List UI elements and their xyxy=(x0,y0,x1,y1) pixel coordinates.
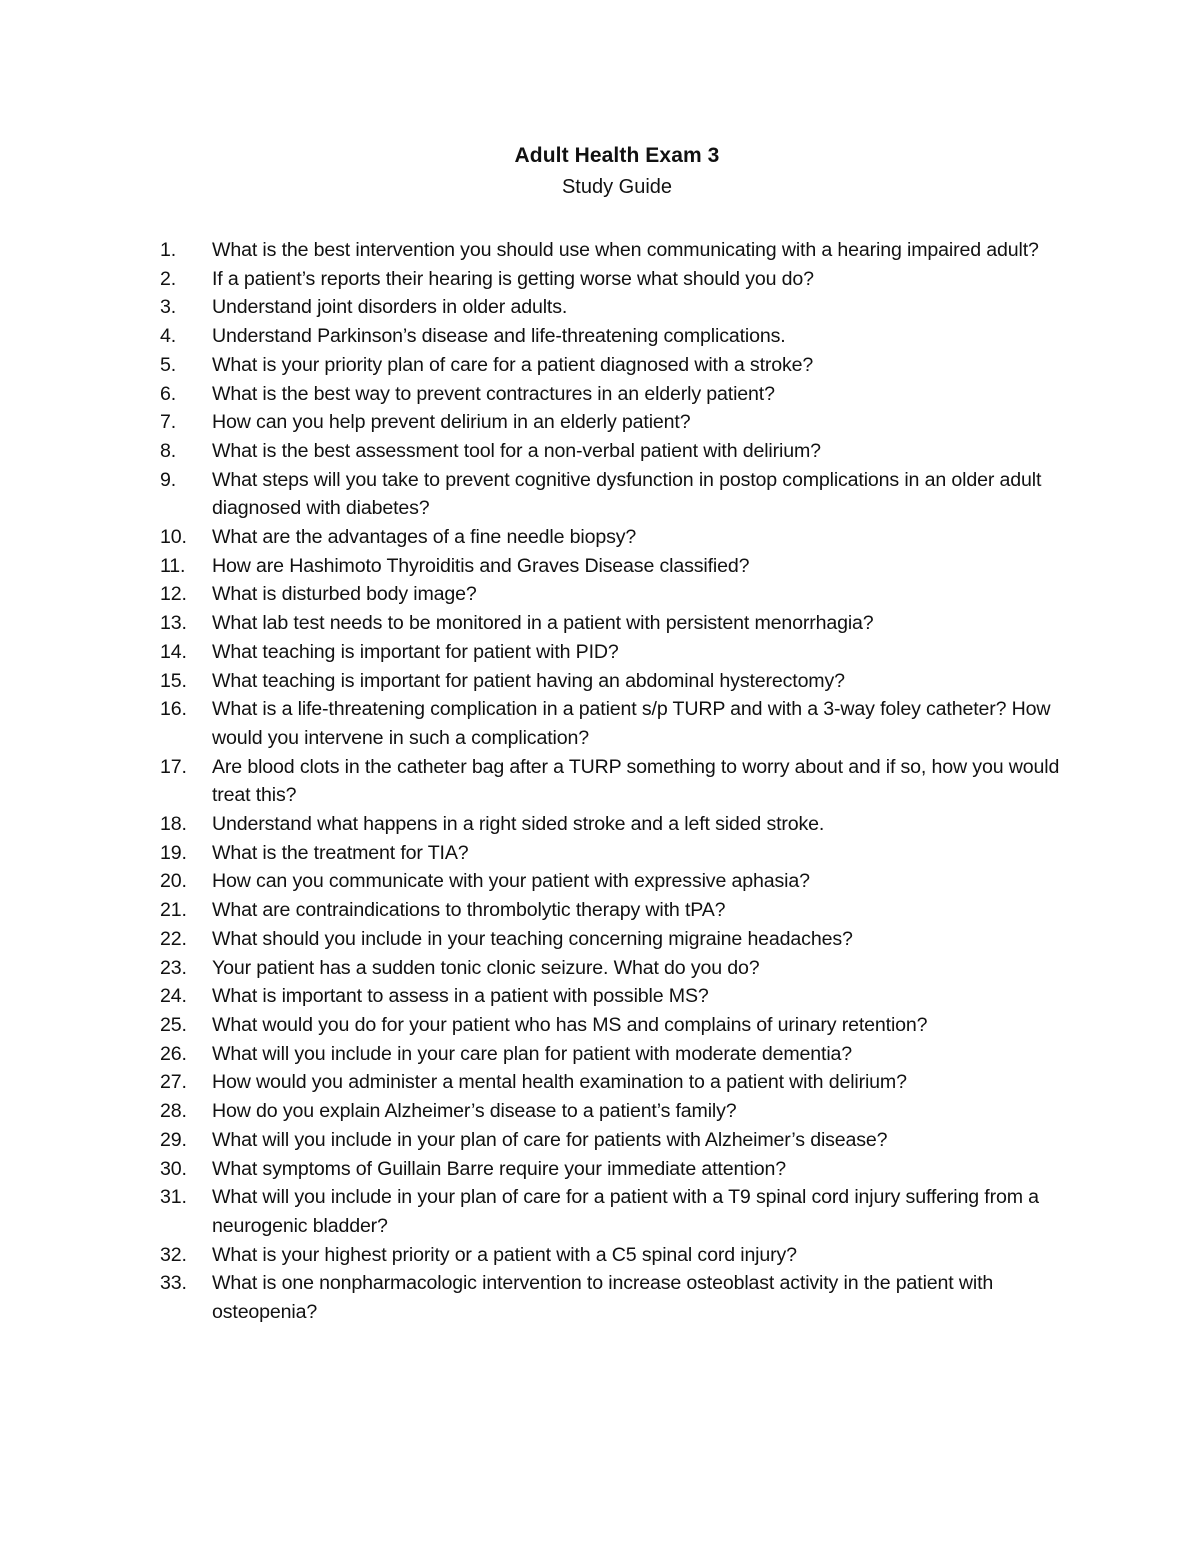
question-number: 1. xyxy=(160,239,177,261)
question-number: 3. xyxy=(160,296,177,319)
question-text: What will you include in your care plan for patient with moderate dementia? xyxy=(212,1042,853,1065)
question-item xyxy=(160,982,1060,1011)
question-number: 9. xyxy=(160,468,177,491)
question-text: What are contraindications to thrombolytic therapy with tPA? xyxy=(212,899,726,922)
question-number: 2. xyxy=(160,267,177,290)
question-number: 14. xyxy=(160,640,187,663)
question-item xyxy=(160,580,1060,609)
question-item xyxy=(160,351,1060,380)
question-text: What is your highest priority or a patient with a C5 spinal cord injury? xyxy=(212,1243,797,1266)
question-item xyxy=(160,638,1060,667)
question-text: If a patient’s reports their hearing is getting worse what should you do? xyxy=(212,267,814,290)
question-number: 23. xyxy=(160,956,187,979)
question-text: What should you include in your teaching concerning migraine headaches? xyxy=(212,927,853,950)
document-title: Adult Health Exam 3 xyxy=(514,144,720,167)
question-number: 15. xyxy=(160,669,187,692)
question-text: How would you administer a mental health examination to a patient with delirium? xyxy=(212,1071,907,1094)
question-item xyxy=(160,437,1060,466)
question-number: 4. xyxy=(160,325,177,348)
question-number: 24. xyxy=(160,985,187,1008)
question-text: What is disturbed body image? xyxy=(212,583,477,606)
question-number: 6. xyxy=(160,382,177,405)
question-number: 18. xyxy=(160,813,187,836)
question-item xyxy=(160,552,1060,581)
question-number: 29. xyxy=(160,1128,187,1151)
question-item xyxy=(160,1097,1060,1126)
question-number: 28. xyxy=(160,1100,187,1123)
question-number: 8. xyxy=(160,439,177,462)
document-subtitle: Study Guide xyxy=(561,176,673,198)
question-text: What is important to assess in a patient with possible MS? xyxy=(212,985,709,1008)
question-number: 13. xyxy=(160,612,187,635)
question-number: 30. xyxy=(160,1157,187,1180)
question-item xyxy=(160,1155,1060,1184)
question-item xyxy=(160,1241,1060,1270)
question-text: What is your priority plan of care for a patient diagnosed with a stroke? xyxy=(212,353,814,376)
question-text: How do you explain Alzheimer’s disease to a patient’s family? xyxy=(212,1100,737,1123)
question-number: 26. xyxy=(160,1042,187,1065)
question-item xyxy=(160,695,1060,752)
question-item xyxy=(160,753,1060,810)
question-text: Your patient has a sudden tonic clonic seizure. What do you do? xyxy=(212,956,760,979)
question-number: 19. xyxy=(160,841,187,864)
question-number: 11. xyxy=(160,554,186,577)
question-item xyxy=(160,667,1060,696)
question-number: 7. xyxy=(160,411,177,434)
question-text: What is the best assessment tool for a non-verbal patient with delirium? xyxy=(212,439,821,462)
question-text: What will you include in your plan of care for patients with Alzheimer’s disease? xyxy=(212,1128,888,1151)
question-item xyxy=(160,1040,1060,1069)
question-item xyxy=(160,609,1060,638)
question-item xyxy=(160,1269,1060,1326)
question-text: What is a life-threatening complication in a patient s/p TURP and with a 3-way foley catheter? How would you intervene in such a complication? xyxy=(212,698,1051,749)
question-number: 12. xyxy=(160,583,187,606)
question-number: 20. xyxy=(160,870,187,893)
question-number: 27. xyxy=(160,1071,187,1094)
question-text: How can you help prevent delirium in an elderly patient? xyxy=(212,411,691,434)
question-item xyxy=(160,810,1060,839)
question-item xyxy=(160,1126,1060,1155)
question-number: 32. xyxy=(160,1243,187,1266)
question-text: What would you do for your patient who has MS and complains of urinary retention? xyxy=(212,1013,928,1036)
question-text: What are the advantages of a fine needle biopsy? xyxy=(212,526,637,549)
question-text: What is the best intervention you should use when communicating with a hearing impaired adult? xyxy=(212,239,1039,261)
question-text: What symptoms of Guillain Barre require your immediate attention? xyxy=(212,1157,786,1180)
question-list xyxy=(160,236,1060,1327)
question-text: What is the treatment for TIA? xyxy=(212,841,469,864)
question-text: What will you include in your plan of care for a patient with a T9 spinal cord injury suffering from a neurogenic bladder? xyxy=(212,1186,1039,1237)
question-item xyxy=(160,322,1060,351)
question-item xyxy=(160,1011,1060,1040)
question-number: 22. xyxy=(160,927,187,950)
question-text: Understand joint disorders in older adults. xyxy=(212,296,568,319)
question-text: How can you communicate with your patient with expressive aphasia? xyxy=(212,870,810,893)
question-number: 25. xyxy=(160,1013,187,1036)
question-text: Are blood clots in the catheter bag after a TURP something to worry about and if so, how you would treat this? xyxy=(212,755,1060,807)
question-number: 5. xyxy=(160,353,177,376)
question-number: 17. xyxy=(160,755,187,778)
question-text: How are Hashimoto Thyroiditis and Graves Disease classified? xyxy=(212,554,750,577)
question-text: What teaching is important for patient having an abdominal hysterectomy? xyxy=(212,669,845,692)
question-text: What lab test needs to be monitored in a patient with persistent menorrhagia? xyxy=(212,612,874,635)
question-item xyxy=(160,1068,1060,1097)
question-item xyxy=(160,408,1060,437)
question-number: 21. xyxy=(160,899,187,922)
question-text: Understand Parkinson’s disease and life-threatening complications. xyxy=(212,325,786,348)
question-item xyxy=(160,265,1060,294)
question-item xyxy=(160,380,1060,409)
question-number: 10. xyxy=(160,526,187,549)
question-item xyxy=(160,466,1060,523)
question-item xyxy=(160,867,1060,896)
question-item xyxy=(160,523,1060,552)
question-text: What is one nonpharmacologic intervention to increase osteoblast activity in the patient with osteopenia? xyxy=(212,1272,994,1324)
question-number: 16. xyxy=(160,698,187,721)
question-item xyxy=(160,925,1060,954)
question-text: What steps will you take to prevent cognitive dysfunction in postop complications in an older adult diagnosed with diabetes? xyxy=(212,468,1042,520)
question-item xyxy=(160,839,1060,868)
question-text: Understand what happens in a right sided stroke and a left sided stroke. xyxy=(212,813,825,836)
question-item xyxy=(160,954,1060,983)
question-text: What is the best way to prevent contractures in an elderly patient? xyxy=(212,382,775,405)
question-item xyxy=(160,293,1060,322)
question-text: What teaching is important for patient with PID? xyxy=(212,640,619,663)
question-number: 33. xyxy=(160,1272,187,1295)
question-item xyxy=(160,236,1060,265)
question-number: 31. xyxy=(160,1186,187,1209)
question-item xyxy=(160,896,1060,925)
question-item xyxy=(160,1183,1060,1240)
